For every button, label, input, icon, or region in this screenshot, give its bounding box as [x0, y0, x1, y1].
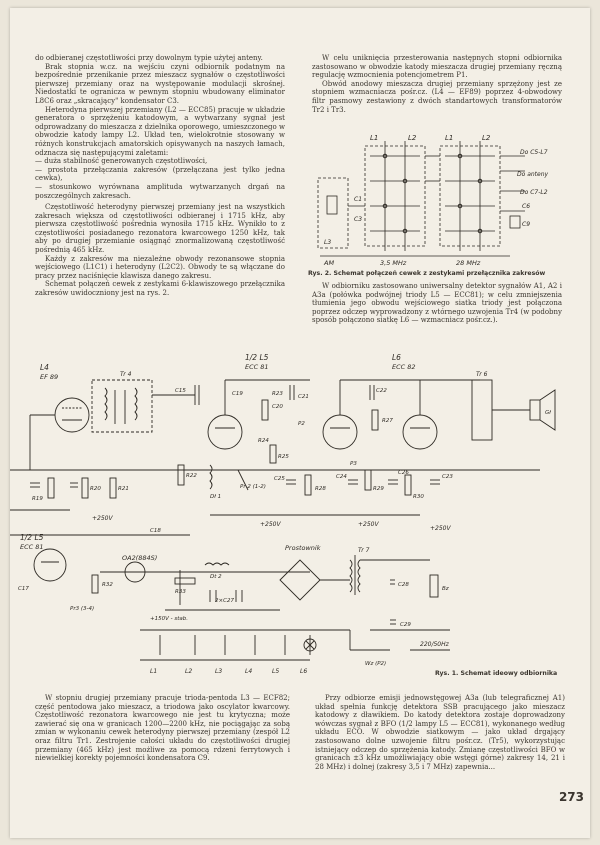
- paragraph: Heterodyna pierwszej przemiany (L2 — ECC85) pracuje w układzie generatora o sprzężeniu katodowym, a wytwarzany sygnał jest odprowadzany do mieszacza z dzielnika oporowego, umieszczonego w obwodzie katody lampy L2. Układ ten, wielokrotnie stosowany w różnych konstrukcjach amatorskich opisywanych na naszych łamach, odznacza się następującymi zaletami:: [35, 105, 285, 157]
- coil-label: L5: [272, 668, 280, 675]
- label-c23: C23: [442, 474, 453, 480]
- label-l5-type: ECC 81: [245, 363, 269, 371]
- paragraph: W celu uniknięcia przesterowania następnych stopni odbiornika zastosowano w obwodzie katody mieszacza drugiej przemiany ręczną regulację wzmocnienia potencjometrem P1.: [312, 54, 562, 80]
- label-band-28: 28 MHz: [456, 259, 481, 267]
- label-band-3-5: 3,5 MHz: [380, 259, 407, 267]
- coil-label: L3: [215, 668, 223, 675]
- label-250v-b: +250V: [260, 521, 281, 528]
- label-c18: C18: [150, 528, 161, 534]
- coil-label: L4: [245, 668, 253, 675]
- label-c9: C9: [522, 221, 531, 228]
- label-tr4: Tr 4: [120, 371, 132, 378]
- label-r33: R33: [175, 589, 186, 595]
- label-c1: C1: [354, 196, 363, 203]
- label-prostownik: Prostownik: [285, 544, 321, 552]
- page-number: 273: [558, 790, 584, 804]
- label-l1: L1: [370, 134, 379, 142]
- coil-label: L2: [185, 668, 193, 675]
- figure-1-receiver-schematic: [10, 340, 590, 680]
- label-oa2: OA2(884S): [122, 554, 158, 562]
- label-c24: C24: [336, 474, 347, 480]
- right-column-mid-text: [312, 282, 562, 325]
- paragraph: Każdy z zakresów ma niezależne obwody rezonansowe stopnia wejściowego (L1C1) i heterodyny (L2C2). Obwody te są włączane do pracy przez naciśnięcie klawisza danego zakresu.: [35, 254, 285, 280]
- label-r21: R21: [118, 486, 129, 492]
- label-gl: Gł: [545, 410, 551, 416]
- advantages-list: [35, 157, 285, 200]
- label-c26: C26: [398, 470, 409, 476]
- label-tr6: Tr 6: [476, 371, 488, 378]
- left-column-top-text: [35, 54, 285, 298]
- label-do-c5: Do C5-L7: [520, 149, 548, 156]
- label-do-c7: Do C7-L2: [520, 189, 548, 196]
- label-r27: R27: [382, 418, 393, 424]
- coil-label: L1: [150, 668, 158, 675]
- paragraph: do odbieranej częstotliwości przy dowolnym typie użytej anteny.: [35, 54, 263, 62]
- list-item: — duża stabilność generowanych częstotliwości,: [35, 157, 208, 166]
- label-ac-input: 220/50Hz: [420, 641, 449, 648]
- label-l6: L6: [392, 353, 401, 362]
- label-tr7: Tr 7: [358, 547, 370, 554]
- label-c20: C20: [272, 404, 283, 410]
- paragraph: Częstotliwość heterodyny pierwszej przemiany jest na wszystkich zakresach większa od częstotliwości odbieranej i 1715 kHz, aby pierwsza częstotliwość pośrednia wynosiła 1715 kHz. Wynikło to z częstotliwości posiadanego rezonatora kwarcowego 1250 kHz, tak aby po drugiej przemianie osiągnąć znormalizowaną częstotliwość pośrednią 465 kHz.: [35, 203, 285, 255]
- paragraph: Obwód anodowy mieszacza drugiej przemiany sprzężony jest ze stopniem wzmacniacza pośr.cz. (L4 — EF89) poprzez 4-obwodowy filtr pasmowy zestawiony z dwóch standartowych transformatorów Tr2 i Tr3.: [312, 79, 562, 114]
- label-c17: C17: [18, 586, 29, 592]
- label-r28: R28: [315, 486, 326, 492]
- label-l2b: L2: [482, 134, 491, 142]
- label-250v-c: +250V: [358, 521, 379, 528]
- list-item: — stosunkowo wyrównana amplituda wytwarzanych drgań na poszczególnych zakresach.: [35, 182, 285, 200]
- document-page: [10, 8, 590, 838]
- label-c3: C3: [354, 216, 363, 223]
- label-250v-d: +250V: [430, 525, 451, 532]
- label-r20: R20: [90, 486, 101, 492]
- label-am: AM: [324, 259, 335, 267]
- label-p3: P3: [350, 461, 357, 467]
- label-l3: L3: [324, 239, 332, 246]
- label-dl1: Dł 1: [210, 494, 222, 500]
- label-r22: R22: [186, 473, 197, 479]
- label-do-anteny: Do anteny: [517, 171, 549, 178]
- coil-label: L6: [300, 668, 308, 675]
- label-r24: R24: [258, 438, 269, 444]
- list-item: — prostota przełączania zakresów (przełączana jest tylko jedna cewka),: [35, 165, 285, 183]
- label-bz: Bz: [442, 586, 449, 592]
- label-pr2: Pr 2 (1-2): [240, 484, 266, 490]
- label-l4: L4: [40, 363, 49, 372]
- figure-2-caption: Rys. 2. Schemat połączeń cewek z zestykami przełącznika zakresów: [308, 270, 546, 277]
- label-150v: +150V - stab.: [150, 616, 188, 622]
- paragraph: Brak stopnia w.cz. na wejściu czyni odbiornik podatnym na bezpośrednie przenikanie przez mieszacz sygnałów o częstotliwości pierwszej przemiany oraz na występowanie modulacji skrośnej. Niedostatki te ogranicza w pewnym stopniu wbudowany eliminator L8C6 oraz „skracający" kondensator C3.: [35, 62, 285, 105]
- figure-1-caption: Rys. 1. Schemat ideowy odbiornika: [435, 670, 558, 677]
- paragraph: Schemat połączeń cewek z zestykami 6-klawiszowego przełącznika zakresów uwidoczniony jest na rys. 2.: [35, 280, 285, 298]
- label-250v-a: +250V: [92, 515, 113, 522]
- label-r32: R32: [102, 582, 113, 588]
- paragraph: W odbiorniku zastosowano uniwersalny detektor sygnałów A1, A2 i A3a (połówka podwójnej triody L5 — ECC81); w celu zmniejszenia tłumienia jego obwodu wejściowego siatka triody jest połączona poprzez odczep wyprowadzony z wtórnego uzwojenia Tr4 (w podobny sposób połączono siatkę L6 — wzmacniacz pośr.cz.).: [312, 282, 562, 325]
- label-r23: R23: [272, 391, 283, 397]
- label-l1b: L1: [445, 134, 454, 142]
- paragraph: W stopniu drugiej przemiany pracuje trioda-pentoda L3 — ECF82; część pentodowa jako mieszacz, a triodowa jako oscylator kwarcowy. Częstotliwość rezonatora kwarcowego nie jest tu krytyczna; może zawierać się ona w granicach 1200—2200 kHz, nie pociągając za sobą zmian w wykonaniu cewek heterodyny pierwszej przemiany (zespół L2 oraz filtru Tr1. Zestrojenie całości układu do częstotliwości drugiej przemiany (465 kHz) jest możliwe za pomocą rdzeni ferrytowych i niewielkiej korekty pojemności kondensatora C9.: [35, 694, 290, 763]
- label-r29: R29: [373, 486, 384, 492]
- left-column-bottom-text: [35, 694, 290, 763]
- label-r19: R19: [32, 496, 43, 502]
- label-c19: C19: [232, 391, 243, 397]
- right-column-top-text: [312, 54, 562, 114]
- label-r25: R25: [278, 454, 289, 460]
- label-c29: C29: [400, 622, 411, 628]
- label-wz: Wz (P2): [365, 661, 387, 667]
- label-c6: C6: [522, 203, 531, 210]
- figure-2-coil-switch-diagram: [310, 126, 572, 268]
- label-c27: 2×C27: [215, 598, 234, 604]
- label-p2: P2: [298, 421, 305, 427]
- label-l6-type: ECC 82: [392, 363, 416, 371]
- label-l5: 1/2 L5: [245, 353, 269, 362]
- label-c22: C22: [376, 388, 387, 394]
- label-c28: C28: [398, 582, 409, 588]
- right-column-bottom-text: [315, 694, 565, 771]
- label-r30: R30: [413, 494, 424, 500]
- label-l5b: 1/2 L5: [20, 533, 44, 542]
- label-dt2: Dt 2: [210, 574, 222, 580]
- label-c15: C15: [175, 388, 186, 394]
- paragraph: Przy odbiorze emisji jednowstęgowej A3a (lub telegraficznej A1) układ spełnia funkcję detektora SSB pracującego jako mieszacz katodowy z dławikiem. Do katody detektora zostaje doprowadzony wówczas sygnał z BFO (1/2 lampy L5 — ECC81), wykonanego według układu ECO. W obwodzie siatkowym — jako układ drgający zastosowano dolne uzwojenie filtru pośr.cz. (Tr5), wykorzystując istniejący odczep do sprzężenia katody. Zmianę częstotliwości BFO w granicach ±3 kHz umożliwiający obie wstęgi górne) zakresy 14, 21 i 28 MHz) i dolnej (zakresy 3,5 i 7 MHz) zapewnia...: [315, 694, 565, 771]
- label-pr3: Pr3 (3-4): [70, 606, 95, 612]
- label-l2: L2: [408, 134, 417, 142]
- label-l5b-type: ECC 81: [20, 543, 44, 551]
- label-c25: C25: [274, 476, 285, 482]
- label-c21: C21: [298, 394, 309, 400]
- label-l4-type: EF 89: [40, 373, 59, 381]
